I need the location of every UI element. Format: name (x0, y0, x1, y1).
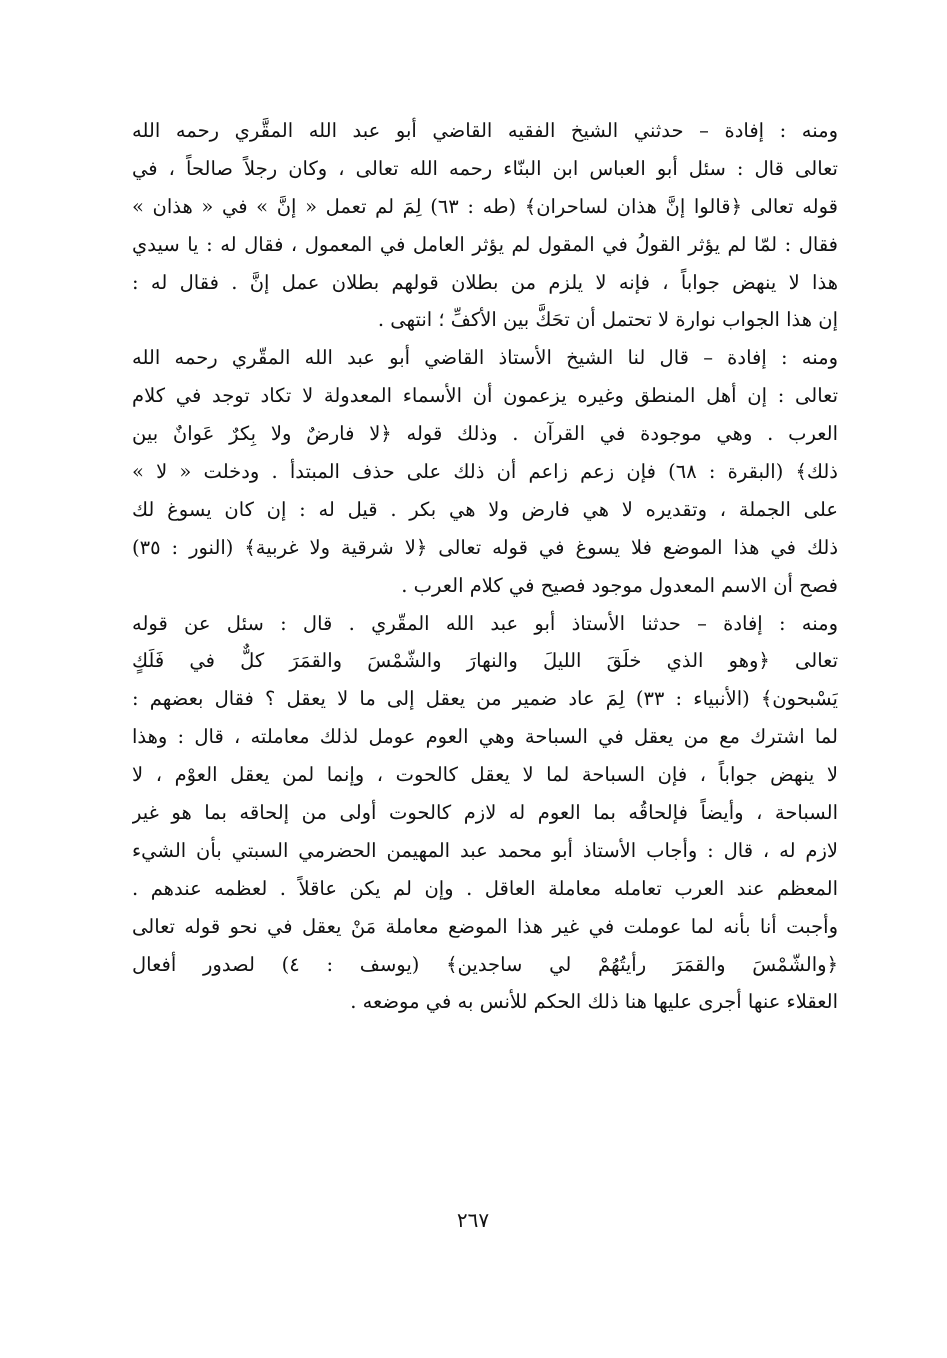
text-line: هذا لا ينهض جواباً ، فإنه لا يلزم من بطلان قولهم بطلان عمل إنَّ . فقال له : (132, 270, 838, 294)
text-line: لازم له ، قال : وأجاب الأستاذ أبو محمد عبد المهيمن الحضرمي السبتي بأن الشيء (132, 838, 838, 862)
page-number: ٢٦٧ (456, 1208, 490, 1232)
text-line: لما اشترك مع من يعقل في السباحة وهي العوم عومل لذلك معاملته ، قال : وهذا (132, 725, 838, 749)
text-line: وأجبت أنا بأنه لما عوملت في غير هذا الموضع معاملة مَنْ يعقل في نحو قوله تعالى (132, 914, 838, 938)
text-line: ذلك في هذا الموضع فلا يسوغ في قوله تعالى ﴿لا شرقية ولا غربية﴾ (النور : ٣٥) (132, 535, 838, 559)
text-line: ومنه : إفادة – حدثنا الأستاذ أبو عبد الله المقّري . قال : سئل عن قوله (132, 611, 838, 635)
text-line: إن هذا الجواب نوارة لا تحتمل أن تحَكَّ بين الأكفِّ ؛ انتهى . (377, 308, 838, 332)
text-line: تعالى قال : سئل أبو العباس ابن البنّاء رحمه الله تعالى ، وكان رجلاً صالحاً ، في (132, 156, 838, 180)
text-line: ﴿والشّمْسَ والقمَرَ رأيتُهُمْ لي ساجدين﴾ (يوسف : ٤) لصدور أفعال (132, 952, 838, 976)
text-line: تعالى ﴿وهو الذي خلَقَ الليلَ والنهارَ والشّمْسَ والقمَرَ كلٌّ في فَلَكٍ (132, 649, 838, 673)
text-line: المعظم عند العرب تعامله معاملة العاقل . وإن لم يكن عاقلاً . لعظمه عندهم . (132, 876, 838, 900)
text-line: يَسْبحون﴾ (الأنبياء : ٣٣) لِمَ عاد ضمير من يعقل إلى ما لا يعقل ؟ فقال بعضهم : (132, 687, 838, 711)
text-line: السباحة ، وأيضاً فإلحاقُه بما العوم له لازم كالحوت أولى من إلحاقه بما هو غير (132, 801, 838, 825)
text-line: تعالى : إن أهل المنطق وغيره يزعمون أن الأسماء المعدولة لا تكاد توجد في كلام (132, 384, 838, 408)
text-line: العرب . وهي موجودة في القرآن . وذلك قوله ﴿لا فارضٌ ولا بِكرٌ عَوانٌ بين (132, 422, 838, 446)
text-line: ومنه : إفادة – قال لنا الشيخ الأستاذ القاضي أبو عبد الله المقّري رحمه الله (132, 346, 838, 370)
text-line: العقلاء عنها أجرى عليها هنا ذلك الحكم للأنس به في موضعه . (350, 990, 838, 1014)
text-line: على الجملة ، وتقديره لا هي فارض ولا هي بكر . قيل له : إن كان يسوغ لك (132, 497, 838, 521)
text-line: قوله تعالى ﴿قالوا إنَّ هذان لساحران﴾ (طه : ٦٣) لِمَ لم تعمل « إنَّ » في « هذان » (132, 194, 838, 218)
body-text (132, 112, 838, 1021)
text-line: فصح أن الاسم المعدول موجود فصيح في كلام العرب . (401, 573, 838, 597)
text-line: فقال : لمّا لم يؤثر القولُ في المقول لم يؤثر العامل في المعمول ، فقال له : يا سيدي (132, 232, 838, 256)
text-line: لا ينهض جواباً ، فإن السباحة لما لا يعقل كالحوت ، وإنما لمن يعقل العوْم ، لا (132, 763, 838, 787)
text-line: ذلك﴾ (البقرة : ٦٨) فإن زعم زاعم أن ذلك على حذف المبتدأ . ودخلت « لا » (132, 460, 838, 484)
text-line: ومنه : إفادة – حدثني الشيخ الفقيه القاضي أبو عبد الله المقَّري رحمه الله (132, 119, 838, 142)
